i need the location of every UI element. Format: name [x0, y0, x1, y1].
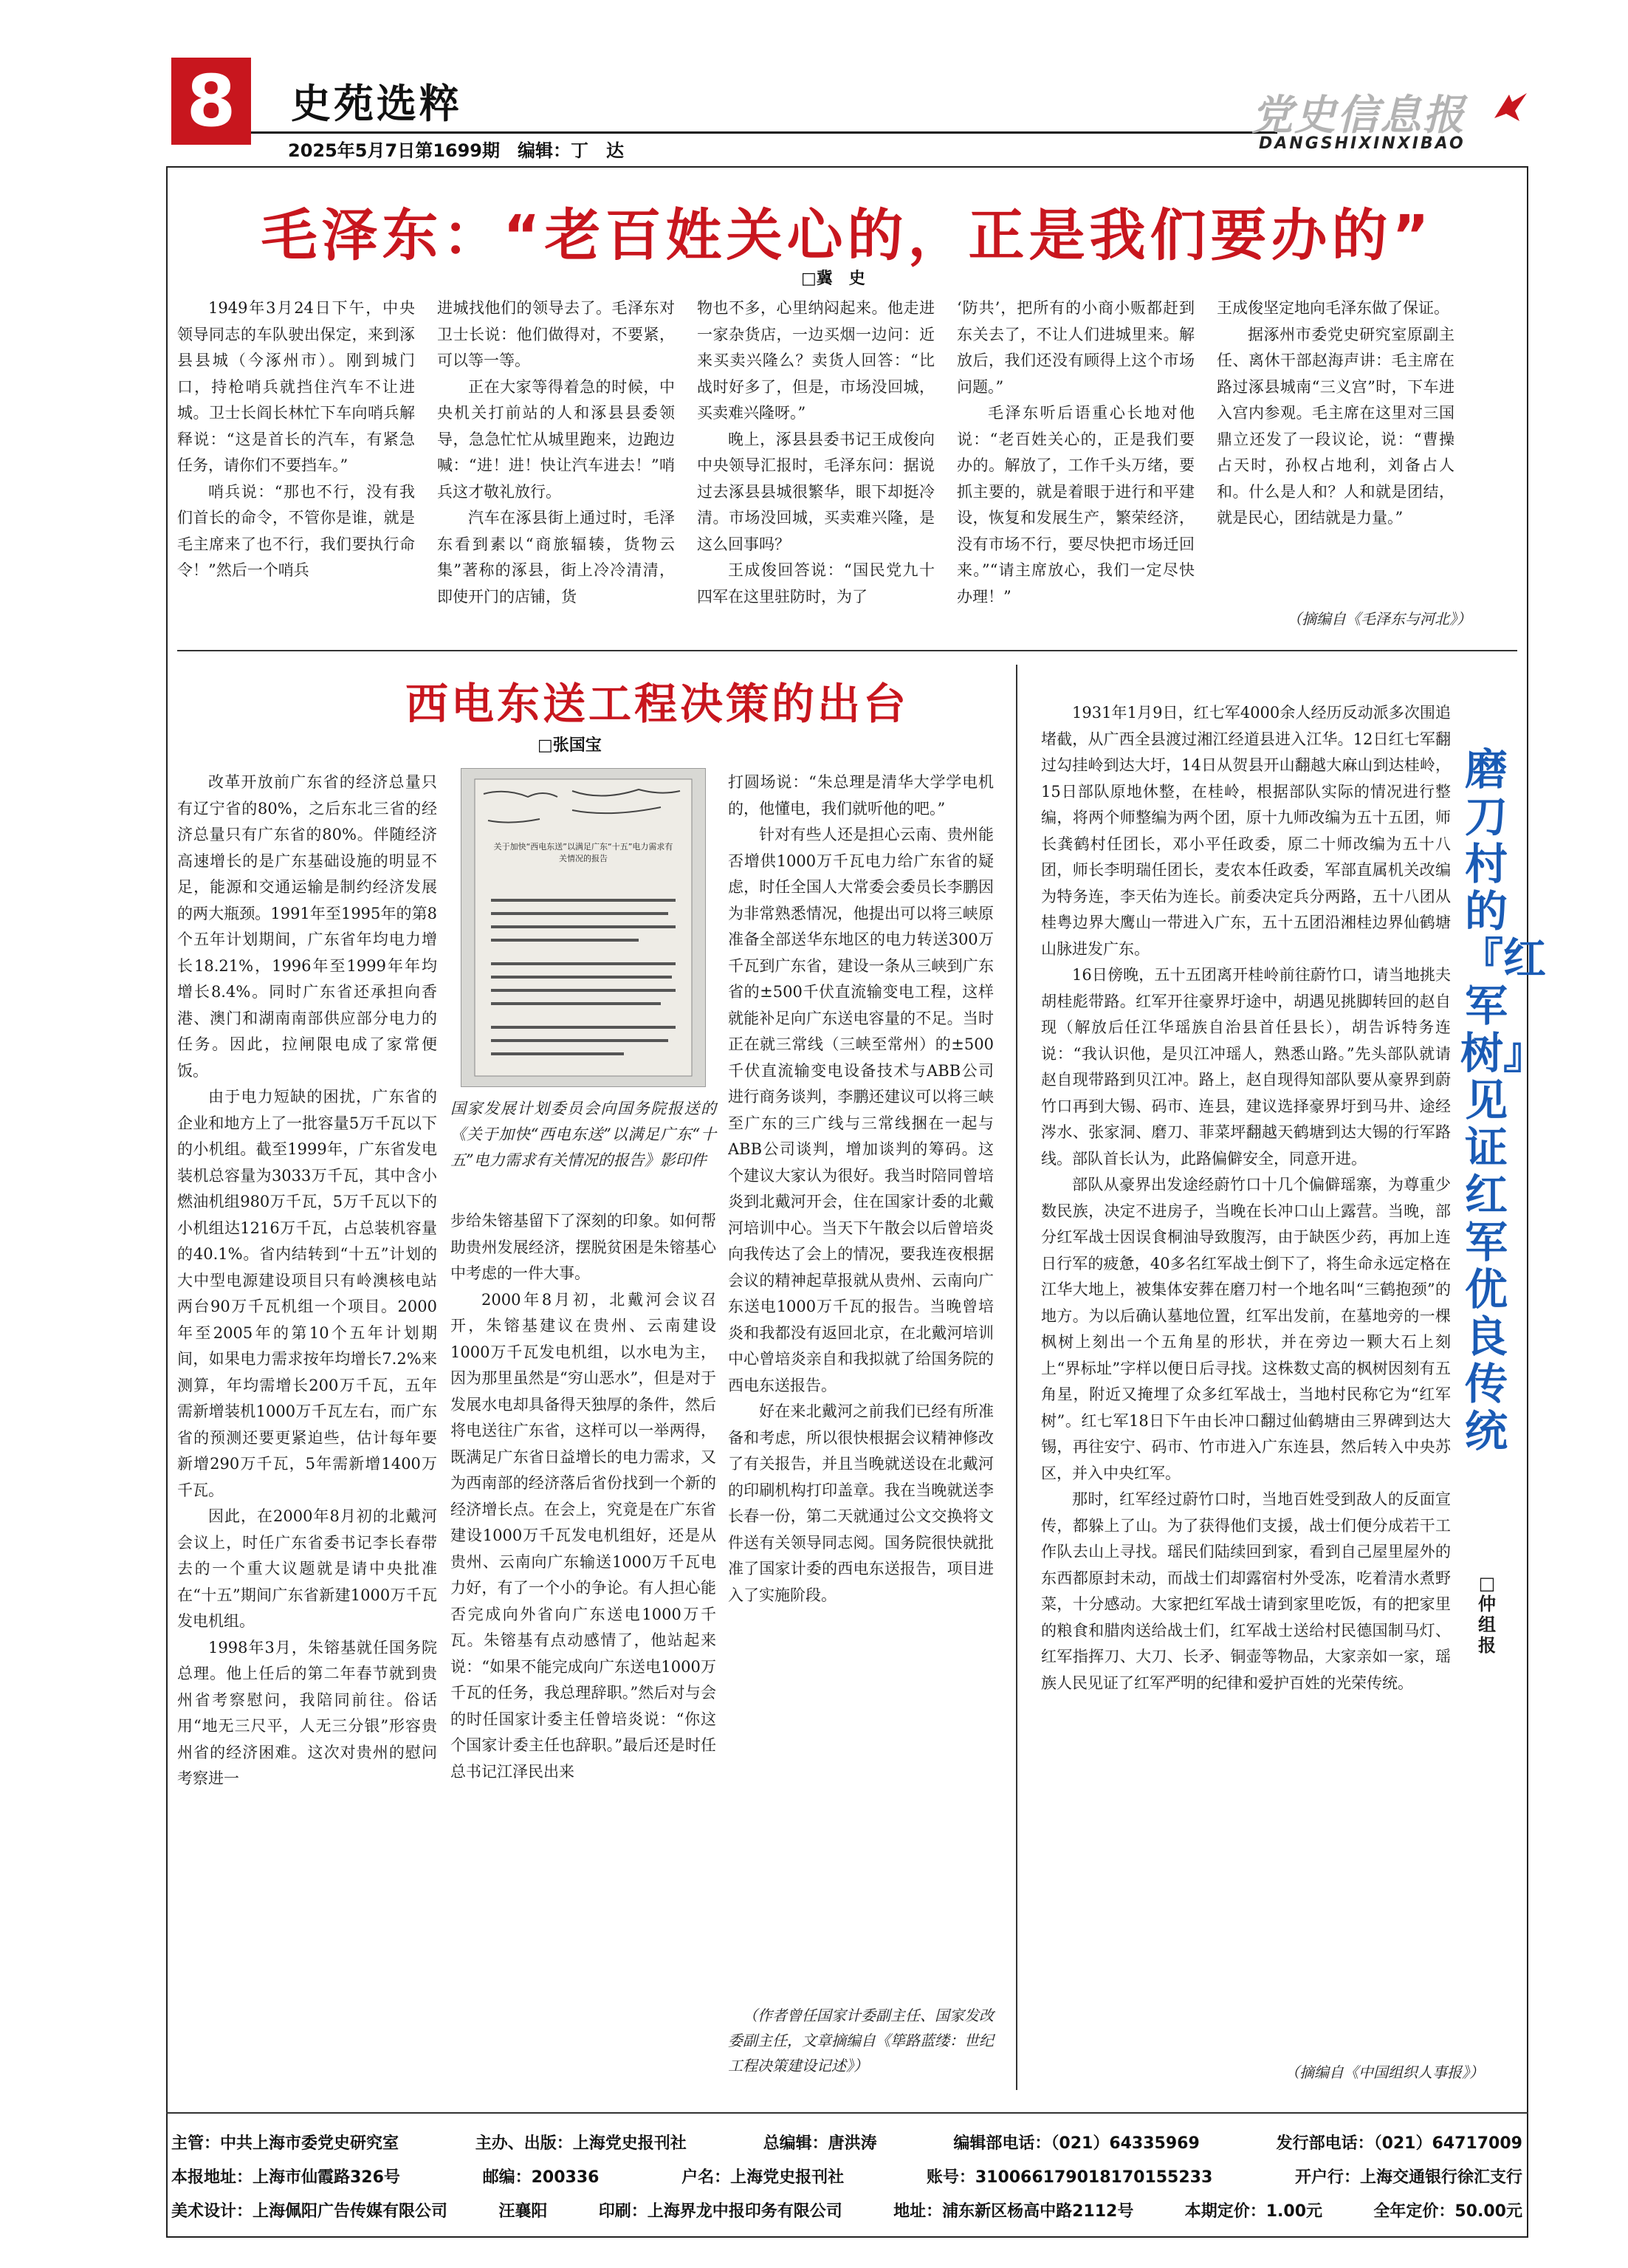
paragraph: 毛泽东听后语重心长地对他说：“老百姓关心的，正是我们要办的。解放了，工作千头万绪，要抓主要的，就是着眼于进行和平建设，恢复和发展生产，繁荣经济，没有市场不行，要尽快把市场迁回来。”“请主席放心，我们一定尽快办理！”: [957, 404, 1195, 606]
byline-article2: □张国宝: [537, 736, 602, 755]
colophon: [171, 2127, 1522, 2229]
colophon-item: 发行部电话：（021）64717009: [1276, 2134, 1522, 2153]
colophon-row-2: [171, 2161, 1522, 2195]
colophon-row-3: [171, 2195, 1522, 2229]
colophon-item: 地址：浦东新区杨高中路2112号: [893, 2202, 1134, 2221]
paragraph: 哨兵说：“那也不行，没有我们首长的命令，不管你是谁，就是毛主席来了也不行，我们要执行命令！”然后一个哨兵: [177, 482, 415, 579]
colophon-item: 总编辑：唐洪涛: [763, 2134, 877, 2153]
paragraph: 步给朱镕基留下了深刻的印象。如何帮助贵州发展经济，摆脱贫困是朱镕基心中考虑的一件大事。: [450, 1212, 716, 1282]
paragraph: 晚上，涿县县委书记王成俊向中央领导汇报时，毛泽东问：据说过去涿县县城很繁华，眼下却挺冷清。市场没回城，买卖难兴隆，是这么回事吗？: [697, 430, 935, 553]
paragraph: 王成俊坚定地向毛泽东做了保证。: [1217, 299, 1449, 317]
paragraph: 1931年1月9日，红七军4000余人经历反动派多次围追堵截，从广西全县渡过湘江经道县进入江华。12日红七军翻过勾挂岭到达大圩，14日从贺县开山翻越大麻山到达桂岭，15日部队原地休整，在桂岭，根据部队实际的情况进行整编，将两个师整编为两个团，原十九师改编为五十五团，师长龚鹤村任团长，邓小平任政委，原二十师改编为五十八团，师长李明瑞任团长，麦农本任政委，军部直属机关改编为特务连，李天佑为连长。前委决定兵分两路，五十八团从桂粤边界大鹰山一带进入广东，五十五团沿湘桂边界仙鹤塘山脉进发广东。: [1041, 704, 1451, 958]
colophon-item: 全年定价：50.00元: [1373, 2202, 1522, 2221]
article2-source: （作者曾任国家计委副主任、国家发改委副主任，文章摘编自《筚路蓝缕：世纪工程决策建设记述》）: [728, 2007, 994, 2075]
byline-article1: □冀 史: [801, 270, 865, 288]
paragraph: 由于电力短缺的困扰，广东省的企业和地方上了一批容量5万千瓦以下的小机组。截至1999年，广东省发电装机总容量为3033万千瓦，其中含小燃油机组980万千瓦，5万千瓦以下的小机组达1216万千瓦，占总装机容量的40.1%。省内结转到“十五”计划的大中型电源建设项目只有岭澳核电站两台90万千瓦机组一个项目。2000年至2005年的第10个五年计划期间，如果电力需求按年均增长7.2%来测算，年均需增长200万千瓦，五年需新增装机1000万千瓦左右，而广东省的预测还要更紧迫些，估计每年要新增290万千瓦，5年需新增1400万千瓦。: [177, 1088, 437, 1499]
paragraph: 据涿州市委党史研究室原副主任、离休干部赵海声讲：毛主席在路过涿县城南“三义宫”时，下车进入宫内参观。毛主席在这里对三国鼎立还发了一段议论，说：“曹操占天时，孙权占地利，刘备占人和。什么是人和？人和就是团结，就是民心，团结就是力量。”: [1217, 325, 1454, 527]
colophon-item: 本期定价：1.00元: [1184, 2202, 1322, 2221]
paragraph: ‘防共’，把所有的小商小贩都赶到东关去了，不让人们进城里来。解放后，我们还没有顾得上这个市场问题。”: [957, 299, 1195, 396]
paragraph: 2000年8月初，北戴河会议召开，朱镕基建议在贵州、云南建设1000万千瓦发电机组，以水电为主，因为那里虽然是“穷山恶水”，但是对于发展水电却具备得天独厚的条件，然后将电送往广东省，这样可以一举两得，既满足广东省日益增长的电力需求，又为西南部的经济落后省份找到一个新的经济增长点。在会上，究竟是在广东省建设1000万千瓦发电机组好，还是从贵州、云南向广东输送1000万千瓦电力好，有了一个小的争论。有人担心能否完成向外省向广东送电1000万千瓦。朱镕基有点动感情了，他站起来说：“如果不能完成向广东送电1000万千瓦的任务，我总理辞职。”然后对与会的时任国家计委主任曾培炎说：“你这个国家计委主任也辞职。”最后还是时任总书记江泽民出来: [450, 1290, 716, 1781]
paragraph: 好在来北戴河之前我们已经有所准备和考虑，所以很快根据会议精神修改了有关报告，并且当晚就送设在北戴河的印刷机构打印盖章。我在当晚就送李长春一份，第二天就通过公文交换将文件送有关领导同志阅。国务院很快就批准了国家计委的西电东送报告，项目进入了实施阶段。: [728, 1402, 994, 1604]
colophon-item: 主办、出版：上海党史报刊社: [475, 2134, 687, 2153]
article1-column-5: [1217, 295, 1454, 606]
paragraph: 1949年3月24日下午，中央领导同志的车队驶出保定，来到涿县县城（今涿州市）。刚到城门口，持枪哨兵就挡住汽车不让进城。卫士长阎长林忙下车向哨兵解释说：“这是首长的汽车，有紧急任务，请你们不要挡车。”: [177, 299, 415, 474]
paragraph: 1998年3月，朱镕基就任国务院总理。他上任后的第二年春节就到贵州省考察慰问，我陪同前往。俗话用“地无三尺平，人无三分银”形容贵州省的经济困难。这次对贵州的慰问考察进一: [177, 1638, 437, 1787]
colophon-item: 美术设计：上海佩阳广告传媒有限公司: [171, 2202, 448, 2221]
colophon-item: 印刷：上海界龙中报印务有限公司: [598, 2202, 842, 2221]
colophon-item: 编辑部电话：（021）64335969: [953, 2134, 1200, 2153]
article2-column-2: [450, 1208, 716, 2083]
paragraph: 16日傍晚，五十五团离开桂岭前往蔚竹口，请当地挑夫胡桂彪带路。红军开往豪界圩途中，胡遇见挑脚转回的赵自现（解放后任江华瑶族自治县首任县长），胡告诉特务连说：“我认识他，是贝江冲瑶人，熟悉山路。”先头部队就请赵自现带路到贝江冲。路上，赵自现得知部队要从豪界到蔚竹口再到大锡、码市、连县，建议选择豪界圩到马井、途经涔水、张家洞、磨刀、菲菜坪翻越天鹤塘到达大锡的行军路线。部队首长认为，此路偏僻安全，同意开进。: [1041, 966, 1451, 1168]
masthead-emblem-icon: [1490, 89, 1531, 126]
article1-column-2: [437, 295, 675, 635]
headline-article1: 毛泽东：“老百姓关心的，正是我们要办的”: [261, 202, 1434, 268]
article2-column-1: [177, 770, 437, 2083]
article3-body: [1041, 700, 1451, 2052]
paragraph: 正在大家等得着急的时候，中央机关打前站的人和涿县县委领导，急急忙忙从城里跑来，边跑边喊：“进！进！快让汽车进去！”哨兵这才敬礼放行。: [437, 377, 675, 501]
paragraph: 因此，在2000年8月初的北戴河会议上，时任广东省委书记李长春带去的一个重大议题就是请中央批准在“十五”期间广东省新建1000万千瓦发电机组。: [177, 1507, 437, 1630]
paragraph: 物也不多，心里纳闷起来。他走进一家杂货店，一边买烟一边问：近来买卖兴隆么？卖货人回答：“比战时好多了，但是，市场没回城，买卖难兴隆呀。”: [697, 299, 935, 422]
masthead-logo-pinyin: DANGSHIXINXIBAO: [1259, 134, 1466, 153]
paragraph: 汽车在涿县街上通过时，毛泽东看到素以“商旅辐辏，货物云集”著称的涿县，街上冷冷清清，即使开门的店铺，货: [437, 509, 675, 606]
colophon-item: 本报地址：上海市仙霞路326号: [171, 2168, 400, 2187]
paragraph: 针对有些人还是担心云南、贵州能否增供1000万千瓦电力给广东省的疑虑，时任全国人大常委会委员长李鹏因为非常熟悉情况，他提出可以将三峡原准备全部送华东地区的电力转送300万千瓦到广东省，建设一条从三峡到广东省的±500千伏直流输变电工程，这样就能补足向广东送电容量的不足。当时正在就三常线（三峡至常州）的±500千伏直流输变电设备技术与ABB公司进行商务谈判，李鹏还建议可以将三峡至广东的三广线与三常线捆在一起与ABB公司谈判，增加谈判的筹码。这个建议大家认为很好。我当时陪同曾培炎到北戴河开会，住在国家计委的北戴河培训中心。当天下午散会以后曾培炎向我传达了会上的情况，要我连夜根据会议的精神起草报就从贵州、云南向广东送电1000万千瓦的报告。当晚曾培炎和我都没有返回北京，在北戴河培训中心曾培炎亲自和我拟就了给国务院的西电东送报告。: [728, 826, 994, 1394]
colophon-item: 邮编：200336: [482, 2168, 600, 2187]
photo-doc-heading: 关于加快“西电东送”以满足广东“十五”电力需求有关情况的报告: [493, 842, 673, 863]
article3-source: （摘编自《中国组织人事报》）: [1285, 2063, 1484, 2081]
footer-divider: [166, 2112, 1528, 2114]
page-number-badge: 8: [171, 58, 251, 145]
headline-article2: 西电东送工程决策的出台: [405, 679, 909, 729]
colophon-item: 开户行：上海交通银行徐汇支行: [1294, 2168, 1522, 2187]
document-photo: [461, 768, 706, 1087]
paragraph: 进城找他们的领导去了。毛泽东对卫士长说：他们做得对，不要紧，可以等一等。: [437, 299, 675, 369]
issue-info: 2025年5月7日第1699期 编辑：丁 达: [288, 140, 624, 161]
paragraph: 王成俊回答说：“国民党九十四军在这里驻防时，为了: [697, 561, 935, 606]
article1-column-4: [957, 295, 1195, 635]
colophon-item: 户名：上海党史报刊社: [681, 2168, 845, 2187]
section-title: 史苑选粹: [291, 80, 462, 127]
paragraph: 改革开放前广东省的经济总量只有辽宁省的80%，之后东北三省的经济总量只有广东省的80%。伴随经济高速增长的是广东基础设施的明显不足，能源和交通运输是制约经济发展的两大瓶颈。1991年至1995年的第8个五年计划期间，广东省年均电力增长18.21%，1996年至1999年年均增长8.4%。同时广东省还承担向香港、澳门和湖南南部供应部分电力的任务。因此，拉闸限电成了家常便饭。: [177, 773, 437, 1080]
headline-article3-vertical: 磨刀村的『红军树』见证红军优良传统: [1460, 744, 1547, 1456]
colophon-row-1: [171, 2127, 1522, 2161]
article1-column-3: [697, 295, 935, 635]
colophon-item: 主管：中共上海市委党史研究室: [171, 2134, 399, 2153]
colophon-item: 汪襄阳: [498, 2202, 548, 2221]
paragraph: 部队从豪界出发途经蔚竹口十几个偏僻瑶寨，为尊重少数民族，决定不进房子，当晚在长冲口山上露营。当晚，部分红军战士因误食桐油导致腹泻，由于缺医少药，再加上连日行军的疲惫，40多名红军战士倒下了，将生命永远定格在江华大地上，被集体安葬在磨刀村一个地名叫“三鹤抱颈”的地方。为以后确认墓地位置，红军出发前，在墓地旁的一棵枫树上刻出一个五角星的形状，并在旁边一颗大石上刻上“界标址”字样以便日后寻找。这株数丈高的枫树因刻有五角星，附近又掩埋了众多红军战士，当地村民称它为“红军树”。红七军18日下午由长冲口翻过仙鹤塘由三界碑到达大锡，再往安宁、码市、竹市进入广东连县，然后转入中央苏区，并入中央红军。: [1041, 1176, 1451, 1482]
photo-caption: 国家发展计划委员会向国务院报送的《关于加快“西电东送”以满足广东“十五”电力需求有关情况的报告》影印件: [450, 1100, 716, 1169]
article1-source: （摘编自《毛泽东与河北》）: [1287, 610, 1471, 628]
article1-column-1: [177, 295, 415, 635]
colophon-item: 账号：310066179018170155233: [926, 2168, 1213, 2187]
article2-column-3: [728, 770, 994, 1981]
paragraph: 那时，红军经过蔚竹口时，当地百姓受到敌人的反面宣传，都躲上了山。为了获得他们支援，战士们便分成若干工作队去山上寻找。瑶民们陆续回到家，看到自己屋里屋外的东西都原封未动，而战士们却露宿村外受冻，吃着清水煮野菜，十分感动。大家把红军战士请到家里吃饭，有的把家里的粮食和腊肉送给战士们，红军战士送给村民德国制马灯、红军指挥刀、大刀、长矛、铜壶等物品，大家亲如一家，瑶族人民见证了红军严明的纪律和爱护百姓的光荣传统。: [1041, 1490, 1451, 1692]
divider-vertical: [1016, 665, 1017, 2090]
paragraph: 打圆场说：“朱总理是清华大学学电机的，他懂电，我们就听他的吧。”: [728, 773, 994, 818]
document-scan-icon: [461, 769, 705, 1086]
byline-article3: □仲组报: [1478, 1573, 1496, 1656]
divider-horizontal: [177, 650, 1517, 651]
masthead-logo: 党史信息报: [1251, 92, 1466, 140]
